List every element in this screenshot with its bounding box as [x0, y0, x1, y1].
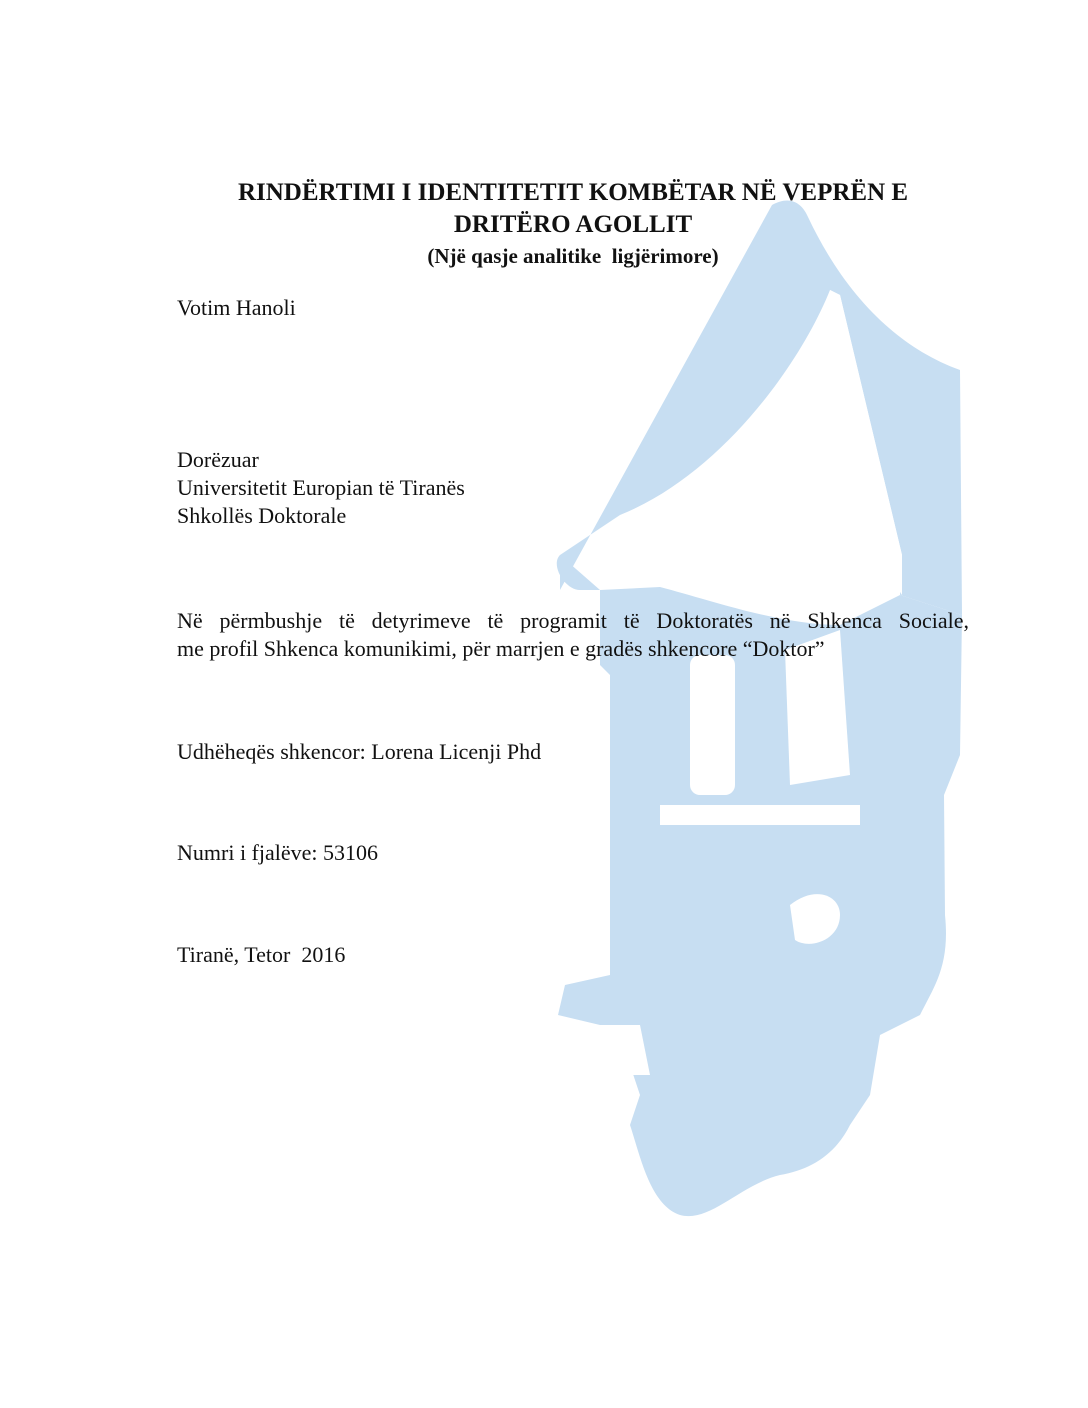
submission-label: Dorëzuar: [177, 447, 259, 472]
place-date-line: Tiranë, Tetor 2016: [177, 942, 346, 967]
thesis-title-line-1: RINDËRTIMI I IDENTITETIT KOMBËTAR NË VEPRËN E: [237, 179, 909, 206]
author-name: Votim Hanoli: [177, 295, 296, 320]
word-count-line: Numri i fjalëve: 53106: [177, 840, 379, 865]
purpose-line-1: Në përmbushje të detyrimeve të programit të Doktoratës në Shkenca Sociale,: [177, 608, 969, 633]
thesis-subtitle: (Një qasje analitike ligjërimore): [427, 244, 719, 268]
thesis-title-line-2: DRITËRO AGOLLIT: [453, 211, 693, 238]
purpose-line-2: me profil Shkenca komunikimi, për marrjen e gradës shkencore “Doktor”: [177, 636, 825, 661]
submission-school: Shkollës Doktorale: [177, 503, 347, 528]
submission-university: Universitetit Europian të Tiranës: [177, 475, 465, 500]
supervisor-line: Udhëheqës shkencor: Lorena Licenji Phd: [177, 739, 542, 764]
